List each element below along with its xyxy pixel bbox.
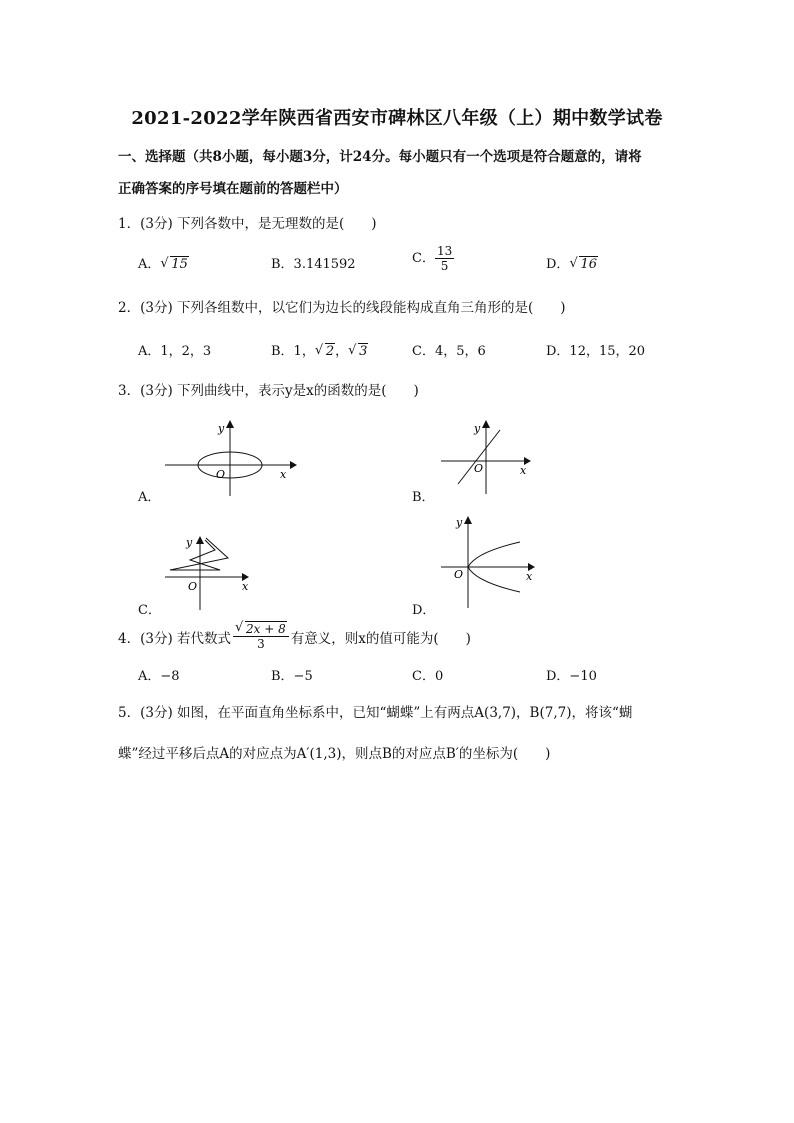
question-2-stem: 2．(3分) 下列各组数中，以它们为边长的线段能构成直角三角形的是( )	[118, 300, 566, 316]
q3-option-a-label: A．	[138, 490, 161, 505]
q2-option-d: D．12，15，20	[546, 344, 646, 359]
section-heading-line1: 一、选择题（共8小题，每小题3分，计24分。每小题只有一个选项是符合题意的，请将	[118, 149, 642, 165]
q4-stem-suffix: 有意义，则x的值可能为( )	[290, 630, 471, 647]
q1-option-a: A． √ 15	[138, 256, 188, 272]
q3-a-axis-x: x	[280, 468, 287, 481]
q3-graph-b	[436, 418, 536, 496]
q2-option-b-root1: 2	[325, 344, 335, 359]
q4-option-c: C．0	[412, 669, 444, 684]
q1-option-c-numerator: 13	[436, 244, 453, 258]
q1-option-a-label: A．	[138, 257, 161, 272]
q4-option-a: A．−8	[138, 669, 180, 684]
q3-option-d-label: D．	[412, 603, 436, 618]
question-5-line2: 蝶”经过平移后点A的对应点为A′(1,3)，则点B的对应点B′的坐标为( )	[118, 746, 551, 762]
q1-option-d-label: D．	[546, 257, 570, 272]
q3-d-axis-y: y	[456, 516, 463, 529]
q2-option-c: C．4，5，6	[412, 344, 486, 359]
q4-option-d: D．−10	[546, 669, 597, 684]
q1-option-c-denominator: 5	[440, 259, 449, 273]
section-heading-line2: 正确答案的序号填在题前的答题栏中）	[118, 181, 348, 197]
q4-fraction-numerator: 2x + 8	[246, 622, 286, 636]
q3-d-origin: O	[454, 568, 464, 581]
q3-option-b-label: B．	[412, 490, 435, 505]
q1-option-a-radicand: 15	[171, 257, 188, 272]
q2-option-a: A．1，2，3	[138, 344, 212, 359]
question-1-stem: 1．(3分) 下列各数中，是无理数的是( )	[118, 216, 377, 232]
q3-c-axis-x: x	[242, 580, 249, 593]
q3-b-axis-x: x	[520, 464, 527, 477]
q2-option-b-sep: ，	[335, 344, 349, 359]
q1-option-c-label: C．	[412, 251, 435, 266]
question-5-line1: 5．(3分) 如图，在平面直角坐标系中，已知“蝴蝶”上有两点A(3,7)，B(7,7)，将该“蝴	[118, 705, 633, 721]
q4-stem-prefix: 4．(3分) 若代数式	[118, 630, 232, 647]
q4-fraction-denominator: 3	[257, 637, 265, 651]
question-4-stem: 4．(3分) 若代数式 √ 2x + 8 3 有意义，则x的值可能为( )	[118, 620, 471, 651]
q3-graph-a	[160, 418, 300, 498]
question-3-stem: 3．(3分) 下列曲线中，表示y是x的函数的是( )	[118, 383, 419, 399]
q2-option-b-root2: 3	[359, 344, 368, 359]
q3-c-origin: O	[188, 580, 198, 593]
q2-option-b-prefix: B．1，	[271, 344, 315, 359]
q2-option-b: B．1， √ 2， √ 3	[271, 343, 368, 359]
q1-option-b: B．3.141592	[271, 257, 356, 272]
q3-c-axis-y: y	[186, 536, 193, 549]
q1-option-d-radicand: 16	[580, 257, 597, 272]
q3-graph-d	[436, 512, 546, 612]
q3-b-axis-y: y	[474, 422, 481, 435]
q3-d-axis-x: x	[526, 570, 533, 583]
q4-option-b: B．−5	[271, 669, 313, 684]
q3-a-axis-y: y	[218, 422, 225, 435]
q3-a-origin: O	[216, 468, 226, 481]
q3-b-origin: O	[474, 462, 484, 475]
q3-graph-c	[160, 532, 260, 612]
q3-option-c-label: C．	[138, 603, 161, 618]
q1-option-c	[412, 244, 454, 273]
q1-option-d: D． √ 16	[546, 256, 597, 272]
page-title: 2021-2022学年陕西省西安市碑林区八年级（上）期中数学试卷	[131, 108, 663, 129]
